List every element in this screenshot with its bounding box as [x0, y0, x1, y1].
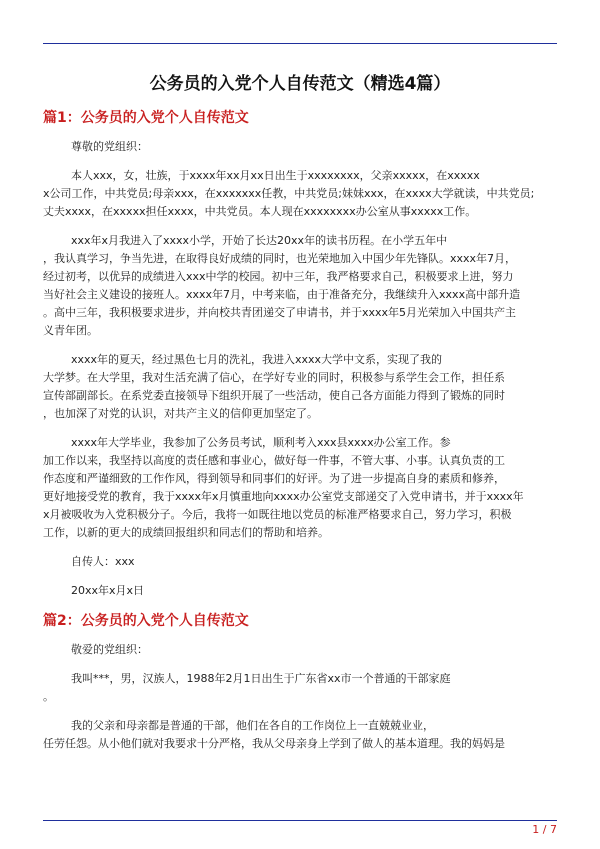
text-line: 我的父亲和母亲都是普通的干部，他们在各自的工作岗位上一直兢兢业业，	[43, 719, 434, 732]
text-line: 更好地接受党的教育，我于xxxx年x月慎重地向xxxx办公室党支部递交了入党申请书，并于xxxx年	[43, 490, 524, 503]
text-line: 经过初考，以优异的成绩进入xxx中学的校园。初中三年，我严格要求自己，积极要求上进，努力	[43, 270, 514, 283]
text-line: 作态度和严谨细致的工作作风，得到领导和同事们的好评。为了进一步提高自身的素质和修养，	[43, 472, 505, 485]
text-line: 任劳任怨。从小他们就对我要求十分严格，我从父母亲身上学到了做人的基本道理。我的妈妈是	[43, 737, 505, 750]
sections-container	[43, 108, 557, 753]
text-line: 20xx年x月x日	[43, 584, 145, 597]
section-heading: 篇1：公务员的入党个人自传范文	[43, 110, 249, 126]
text-line: 丈夫xxxx，在xxxxx担任xxxx，中共党员。本人现在xxxxxxxx办公室从事xxxxx工作。	[43, 205, 477, 218]
paragraph	[43, 232, 557, 340]
text-line: x月被吸收为入党积极分子。今后，我将一如既往地以党员的标准严格要求自己，努力学习，积极	[43, 508, 512, 521]
text-line: 本人xxx，女，壮族，于xxxx年xx月xx日出生于xxxxxxxx，父亲xxxxx，在xxxxx	[43, 169, 480, 182]
text-line: 义青年团。	[43, 324, 98, 337]
text-line: 。高中三年，我积极要求进步，并向校共青团递交了申请书，并于xxxx年5月光荣加入中国共产主	[43, 306, 517, 319]
text-line: 加工作以来，我坚持以高度的责任感和事业心，做好每一件事，不管大事、小事。认真负责的工	[43, 454, 505, 467]
document-title: 公务员的入党个人自传范文（精选4篇）	[149, 74, 451, 94]
text-line: 自传人：xxx	[43, 555, 135, 568]
text-line: 当好社会主义建设的接班人。xxxx年7月，中考来临，由于准备充分，我继续升入xxxx高中部升造	[43, 288, 521, 301]
text-line: 工作，以新的更大的成绩回报组织和同志们的帮助和培养。	[43, 526, 329, 539]
text-line: 宣传部副部长。在系党委直接领导下组织开展了一些活动，使自己各方面能力得到了锻炼的同时	[43, 389, 505, 402]
text-line: xxx年x月我进入了xxxx小学，开始了长达20xx年的读书历程。在小学五年中	[43, 234, 448, 247]
footer-rule	[43, 820, 557, 821]
paragraph	[43, 717, 557, 753]
paragraph	[43, 351, 557, 423]
text-line: 我叫***，男，汉族人，1988年2月1日出生于广东省xx市一个普通的干部家庭	[43, 672, 451, 685]
header-rule	[43, 43, 557, 44]
paragraph	[43, 553, 557, 571]
text-line: 尊敬的党组织：	[43, 140, 148, 153]
document-body	[43, 72, 557, 764]
text-line: 大学梦。在大学里，我对生活充满了信心，在学好专业的同时，积极参与系学生会工作，担任系	[43, 371, 505, 384]
text-line: xxxx年的夏天，经过黑色七月的洗礼，我进入xxxx大学中文系，实现了我的	[43, 353, 443, 366]
paragraph	[43, 434, 557, 542]
text-line: ，也加深了对党的认识，对共产主义的信仰更加坚定了。	[43, 407, 318, 420]
paragraph	[43, 582, 557, 600]
text-line: ，我认真学习，争当先进，在取得良好成绩的同时，也光荣地加入中国少年先锋队。xxxx年7月，	[43, 252, 517, 265]
text-line: 敬爱的党组织：	[43, 643, 148, 656]
text-line: xxxx年大学毕业，我参加了公务员考试，顺利考入xxx县xxxx办公室工作。参	[43, 436, 451, 449]
paragraph	[43, 138, 557, 156]
text-line: x公司工作，中共党员;母亲xxx，在xxxxxxx任教，中共党员;妹妹xxx，在xxxx大学就读，中共党员;	[43, 187, 535, 200]
text-line: 。	[43, 690, 54, 703]
paragraph	[43, 641, 557, 659]
paragraph	[43, 167, 557, 221]
page-number: 1 / 7	[532, 823, 557, 836]
paragraph	[43, 670, 557, 706]
section-heading: 篇2：公务员的入党个人自传范文	[43, 613, 249, 629]
